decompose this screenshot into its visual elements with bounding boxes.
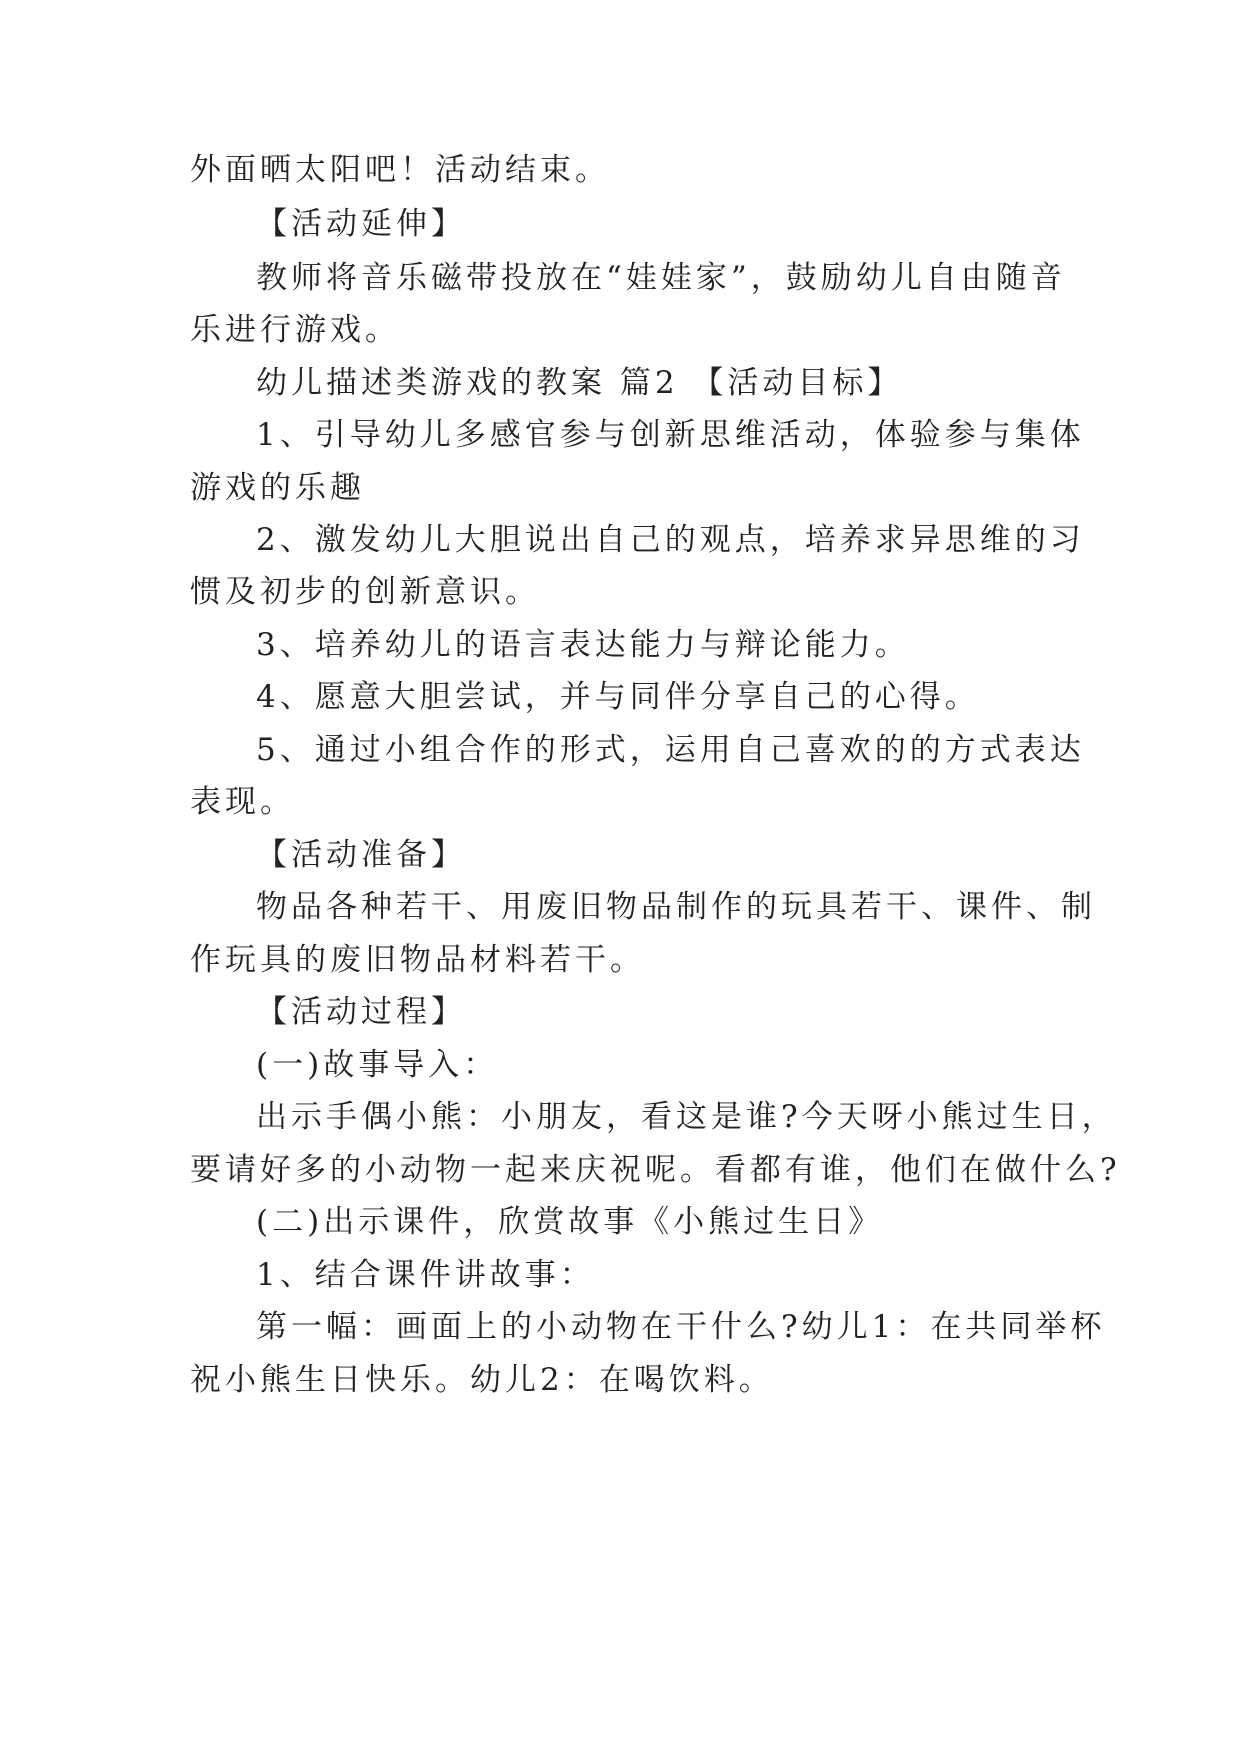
section-heading-preparation: 【活动准备】 bbox=[256, 837, 466, 873]
lesson-title-line: 幼儿描述类游戏的教案 篇2 【活动目标】 bbox=[256, 365, 903, 401]
paragraph-line: 惯及初步的创新意识。 bbox=[190, 574, 540, 610]
paragraph-line: 表现。 bbox=[190, 784, 295, 820]
paragraph-line: 作玩具的废旧物品材料若干。 bbox=[190, 942, 645, 978]
paragraph-line: 1、结合课件讲故事： bbox=[256, 1257, 595, 1293]
section-heading-extension: 【活动延伸】 bbox=[256, 206, 466, 242]
goal-item-5: 5、通过小组合作的形式，运用自己喜欢的的方式表达 bbox=[256, 732, 1085, 768]
paragraph-line: 祝小熊生日快乐。幼儿2：在喝饮料。 bbox=[190, 1362, 774, 1398]
goal-item-2: 2、激发幼儿大胆说出自己的观点，培养求异思维的习 bbox=[256, 522, 1085, 558]
paragraph-line: 游戏的乐趣 bbox=[190, 470, 365, 506]
paragraph-line: 要请好多的小动物一起来庆祝呢。看都有谁，他们在做什么? bbox=[190, 1152, 1121, 1188]
paragraph-line: 物品各种若干、用废旧物品制作的玩具若干、课件、制 bbox=[256, 889, 1096, 925]
goal-item-1: 1、引导幼儿多感官参与创新思维活动，体验参与集体 bbox=[256, 417, 1085, 453]
paragraph-line: 出示手偶小熊：小朋友，看这是谁?今天呀小熊过生日， bbox=[256, 1099, 1117, 1135]
paragraph-line: 乐进行游戏。 bbox=[190, 312, 400, 348]
paragraph-line: 第一幅：画面上的小动物在干什么?幼儿1：在共同举杯 bbox=[256, 1309, 1106, 1345]
goal-item-3: 3、培养幼儿的语言表达能力与辩论能力。 bbox=[256, 627, 910, 663]
section-heading-process: 【活动过程】 bbox=[256, 994, 466, 1030]
goal-item-4: 4、愿意大胆尝试，并与同伴分享自己的心得。 bbox=[256, 679, 980, 715]
subheading-courseware: (二)出示课件，欣赏故事《小熊过生日》 bbox=[256, 1204, 884, 1240]
paragraph-line: 教师将音乐磁带投放在“娃娃家”，鼓励幼儿自由随音 bbox=[256, 260, 1066, 296]
subheading-story-intro: (一)故事导入： bbox=[256, 1047, 499, 1083]
paragraph-line: 外面晒太阳吧！活动结束。 bbox=[190, 152, 610, 188]
